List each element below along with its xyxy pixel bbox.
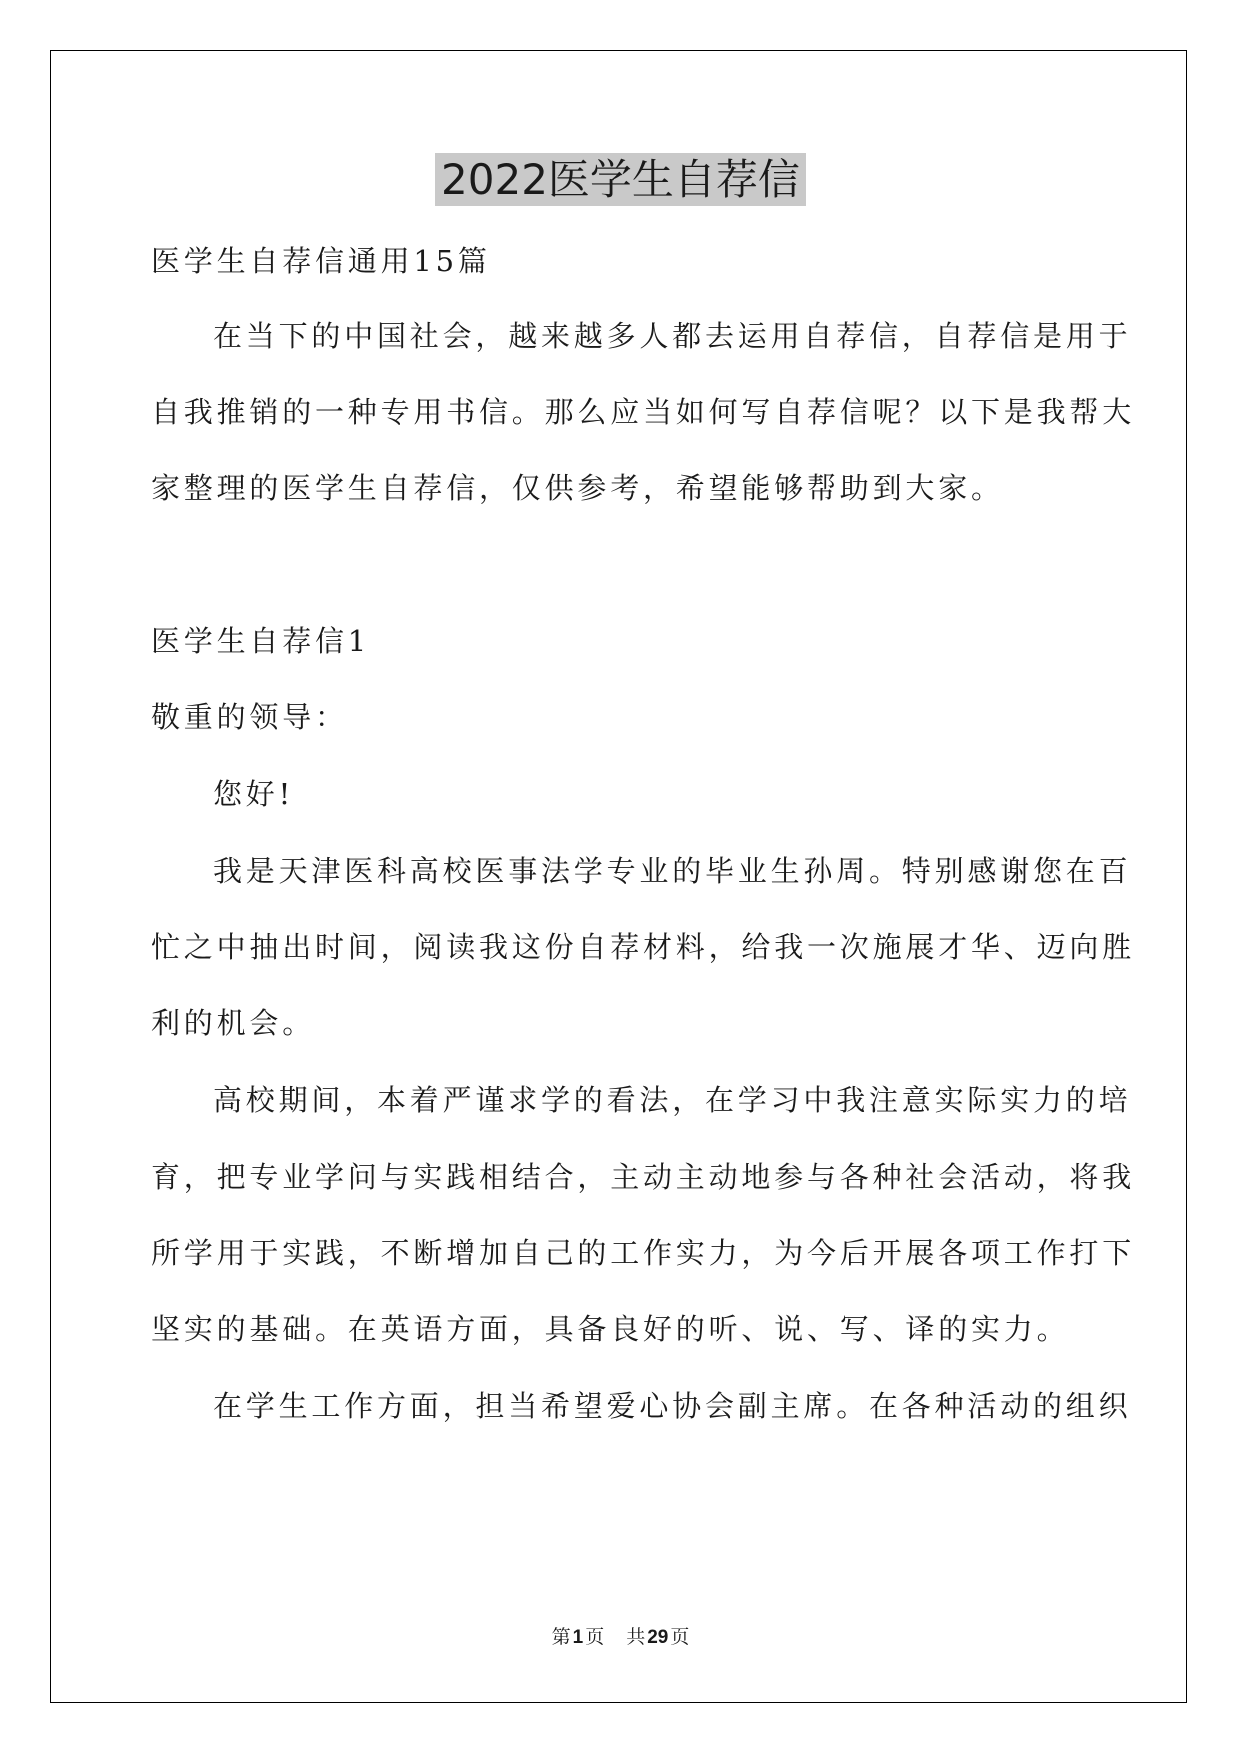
document-title [0, 152, 1241, 208]
footer-total-prefix: 共 [626, 1626, 646, 1648]
page-footer [0, 1625, 1241, 1650]
intro-line: 在当下的中国社会，越来越多人都去运用自荐信，自荐信是用于 [213, 319, 1132, 353]
body-line: 所学用于实践，不断增加自己的工作实力，为今后开展各项工作打下 [151, 1236, 1136, 1270]
salutation: 敬重的领导： [151, 700, 348, 734]
footer-total-pages: 29 [647, 1627, 669, 1648]
document-title-text: 2022医学生自荐信 [435, 153, 806, 206]
footer-page-number: 1 [572, 1627, 584, 1648]
footer-total-suffix: 页 [670, 1626, 690, 1648]
greeting: 您好! [213, 777, 295, 811]
body-line: 坚实的基础。在英语方面，具备良好的听、说、写、译的实力。 [151, 1312, 1070, 1346]
footer-page-prefix: 第 [551, 1626, 571, 1648]
footer-page-suffix: 页 [585, 1626, 605, 1648]
intro-line: 家整理的医学生自荐信，仅供参考，希望能够帮助到大家。 [151, 471, 1004, 505]
body-line: 育，把专业学问与实践相结合，主动主动地参与各种社会活动，将我 [151, 1160, 1136, 1194]
body-line: 利的机会。 [151, 1006, 316, 1040]
document-subtitle: 医学生自荐信通用15篇 [151, 244, 491, 278]
section-heading: 医学生自荐信1 [151, 624, 371, 658]
body-line: 高校期间，本着严谨求学的看法，在学习中我注意实际实力的培 [213, 1083, 1132, 1117]
body-line: 在学生工作方面，担当希望爱心协会副主席。在各种活动的组织 [213, 1389, 1132, 1423]
intro-line: 自我推销的一种专用书信。那么应当如何写自荐信呢？以下是我帮大 [151, 395, 1136, 429]
body-line: 忙之中抽出时间，阅读我这份自荐材料，给我一次施展才华、迈向胜 [151, 930, 1136, 964]
body-line: 我是天津医科高校医事法学专业的毕业生孙周。特别感谢您在百 [213, 854, 1132, 888]
